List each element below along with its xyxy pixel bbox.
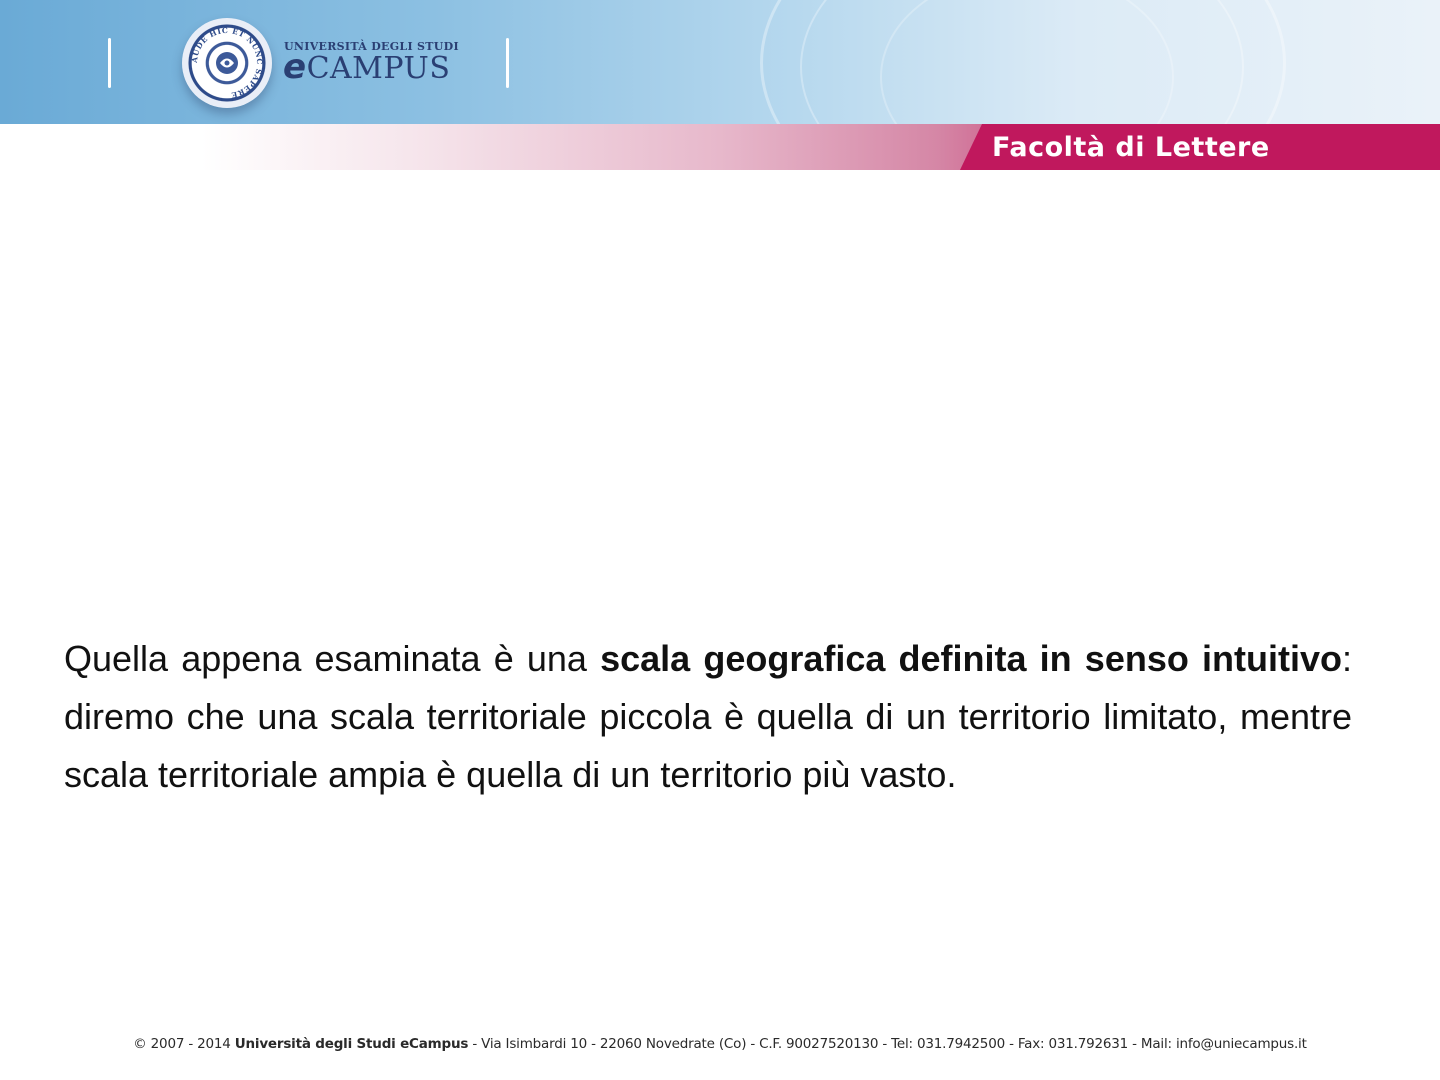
- footer: [0, 1036, 1440, 1052]
- header-divider-left: [108, 38, 111, 88]
- seal-text: AUDE HIC ET NUNC SAPERE: [189, 25, 265, 100]
- body-text-part1: Quella appena esaminata è una: [64, 638, 601, 679]
- seal-icon: [182, 18, 272, 108]
- logo-university-label: UNIVERSITÀ DEGLI STUDI: [284, 40, 459, 53]
- footer-copyright: © 2007 - 2014: [133, 1036, 235, 1052]
- university-seal-logo: [182, 18, 272, 108]
- footer-details: - Via Isimbardi 10 - 22060 Novedrate (Co) - C.F. 90027520130 - Tel: 031.7942500 - Fax: 031.792631 - Mail: info@uniecampus.it: [468, 1036, 1307, 1052]
- slide-body-text: [64, 630, 1352, 804]
- header-divider-right: [506, 38, 509, 88]
- body-text-emphasis: scala geografica definita in senso intuitivo: [600, 638, 1342, 679]
- body-text-part2: : diremo che una scala territoriale piccola è quella di un territorio limitato, mentre scala territoriale ampia è quella di un territorio più vasto.: [64, 638, 1352, 795]
- faculty-title: Facoltà di Lettere: [992, 132, 1270, 163]
- logo-campus-text: CAMPUS: [306, 51, 451, 86]
- logo-e-letter: e: [283, 47, 307, 87]
- footer-university: Università degli Studi eCampus: [234, 1036, 469, 1052]
- logo-wordmark: [283, 47, 451, 87]
- background-seal-ring-core: [880, 0, 1174, 124]
